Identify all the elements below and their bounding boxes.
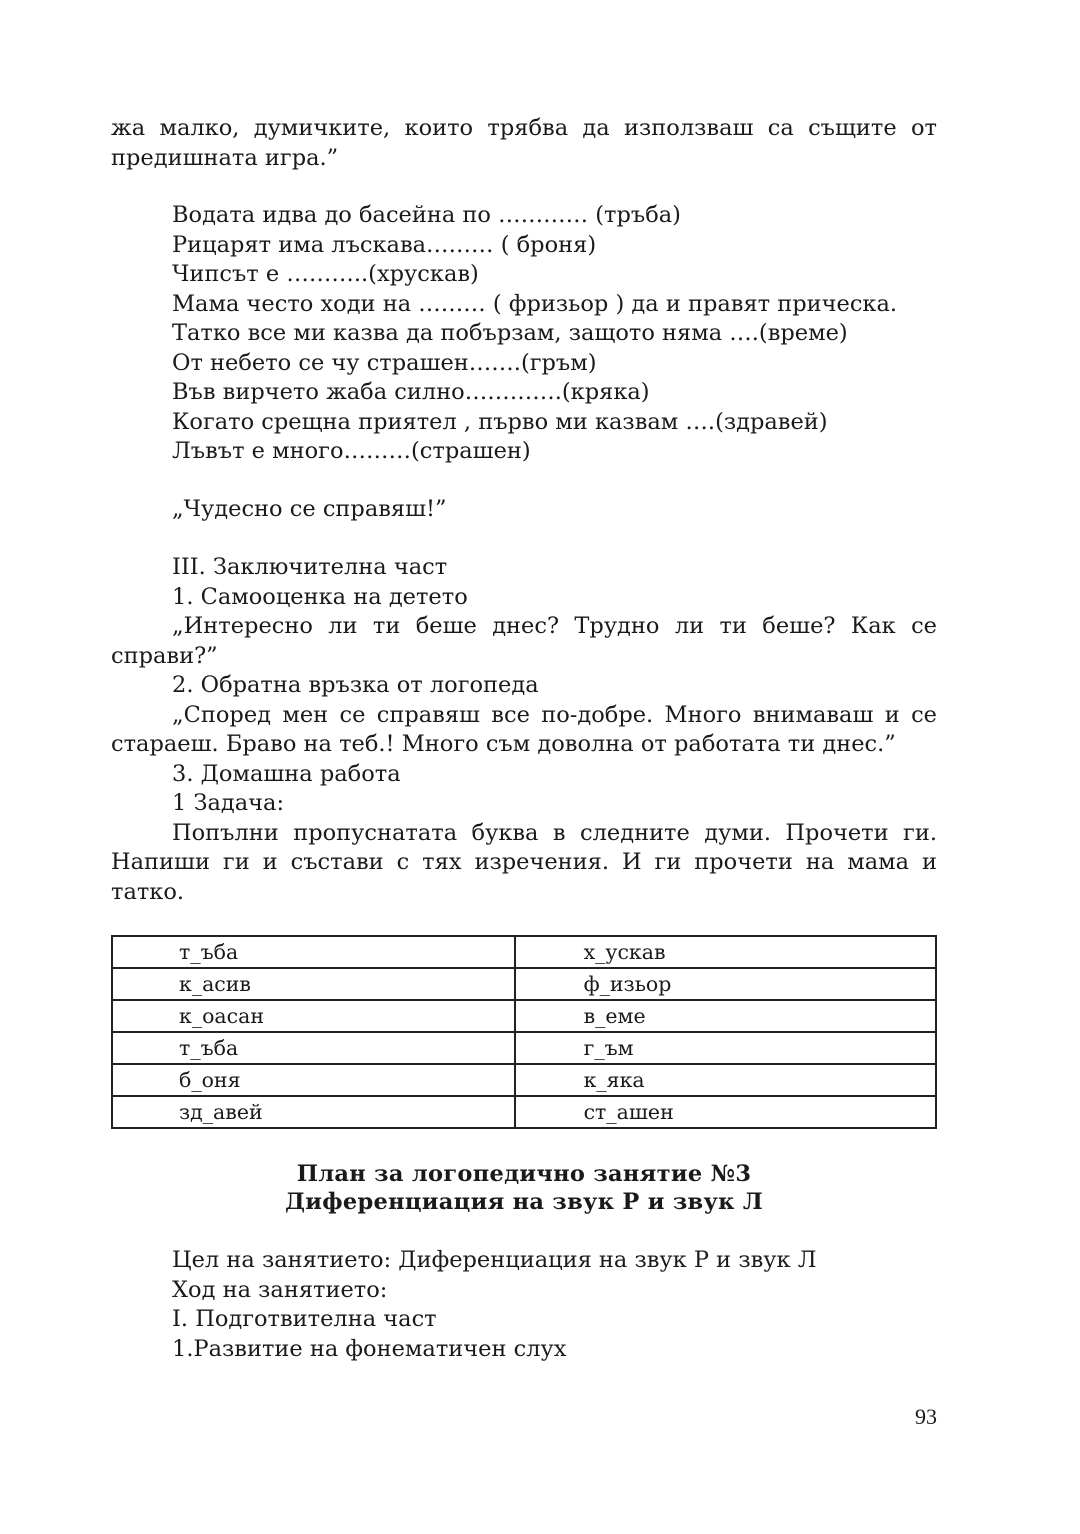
final-part-item-1: 1. Самооценка на детето (172, 583, 468, 610)
table-row (112, 1032, 936, 1064)
table-cell: зд_авей (112, 1096, 515, 1128)
plan-part-1-item-1: 1.Развитие на фонематичен слух (172, 1335, 567, 1362)
sentence-line: Лъвът е много………(страшен) (172, 438, 531, 464)
word-table (111, 935, 937, 1129)
table-cell: ст_ашен (515, 1096, 936, 1128)
table-cell: т_ъба (112, 1032, 515, 1064)
table-row (112, 1096, 936, 1128)
table-cell: к_асив (112, 968, 515, 1000)
table-row (112, 1064, 936, 1096)
table-cell: ф_изьор (515, 968, 936, 1000)
table-cell: б_оня (112, 1064, 515, 1096)
praise-block (111, 495, 937, 525)
plan-title-line-2: Диференциация на звук Р и звук Л (284, 1189, 764, 1215)
plan-title-line-1: План за логопедично занятие №3 (296, 1161, 752, 1187)
sentence-line: Във вирчето жаба силно………….(кряка) (172, 379, 650, 405)
table-row (112, 1000, 936, 1032)
continuation-paragraph: жа малко, думичките, които трябва да използваш са същите от предишната игра.” (111, 115, 937, 171)
table-cell: к_оасан (112, 1000, 515, 1032)
table-row (112, 968, 936, 1000)
task-label: 1 Задача: (172, 790, 285, 816)
plan-flow: Ход на занятието: (172, 1276, 388, 1303)
final-part-title: III. Заключителна част (172, 554, 448, 580)
final-part-item-2-quote: „Според мен се справяш все по-добре. Много внимаваш и се стараеш. Браво на теб.! Много съм доволна от работата ти днес.” (111, 701, 937, 757)
plan-body (111, 1246, 937, 1364)
sentence-line: От небето се чу страшен…….(гръм) (172, 349, 597, 376)
table-cell: г_ъм (515, 1032, 936, 1064)
sentence-line: Татко все ми казва да побързам, защото няма ….(време) (172, 320, 848, 346)
final-part-section (111, 553, 937, 907)
final-part-item-1-quote: „Интересно ли ти беше днес? Трудно ли ти беше? Как се справи?” (111, 613, 937, 669)
final-part-item-3: 3. Домашна работа (172, 760, 401, 787)
sentence-line: Водата идва до басейна по ………… (тръба) (172, 202, 681, 228)
table-cell: в_еме (515, 1000, 936, 1032)
plan-part-1: I. Подготвителна част (172, 1306, 437, 1332)
sentence-line: Мама често ходи на ……… ( фризьор ) да и правят прическа. (172, 290, 898, 317)
praise-text: „Чудесно се справяш!” (172, 496, 447, 522)
table-row (112, 936, 936, 968)
sentence-list (111, 201, 937, 467)
task-text: Попълни пропуснатата буква в следните думи. Прочети ги. Напиши ги и състави с тях изречения. И ги прочети на мама и татко. (111, 819, 937, 905)
sentence-line: Рицарят има лъскава……… ( броня) (172, 231, 597, 258)
sentence-line: Когато срещна приятел , първо ми казвам ….(здравей) (172, 408, 828, 435)
plan-heading (111, 1160, 937, 1216)
table-cell: к_яка (515, 1064, 936, 1096)
sentence-line: Чипсът е ………..(хрускав) (172, 261, 479, 287)
plan-goal: Цел на занятието: Диференциация на звук Р и звук Л (172, 1247, 817, 1273)
page-number: 93 (915, 1404, 937, 1429)
table-cell: х_ускав (515, 936, 936, 968)
table-cell: т_ъба (112, 936, 515, 968)
continuation-block (111, 114, 937, 173)
final-part-item-2: 2. Обратна връзка от логопеда (172, 672, 539, 698)
